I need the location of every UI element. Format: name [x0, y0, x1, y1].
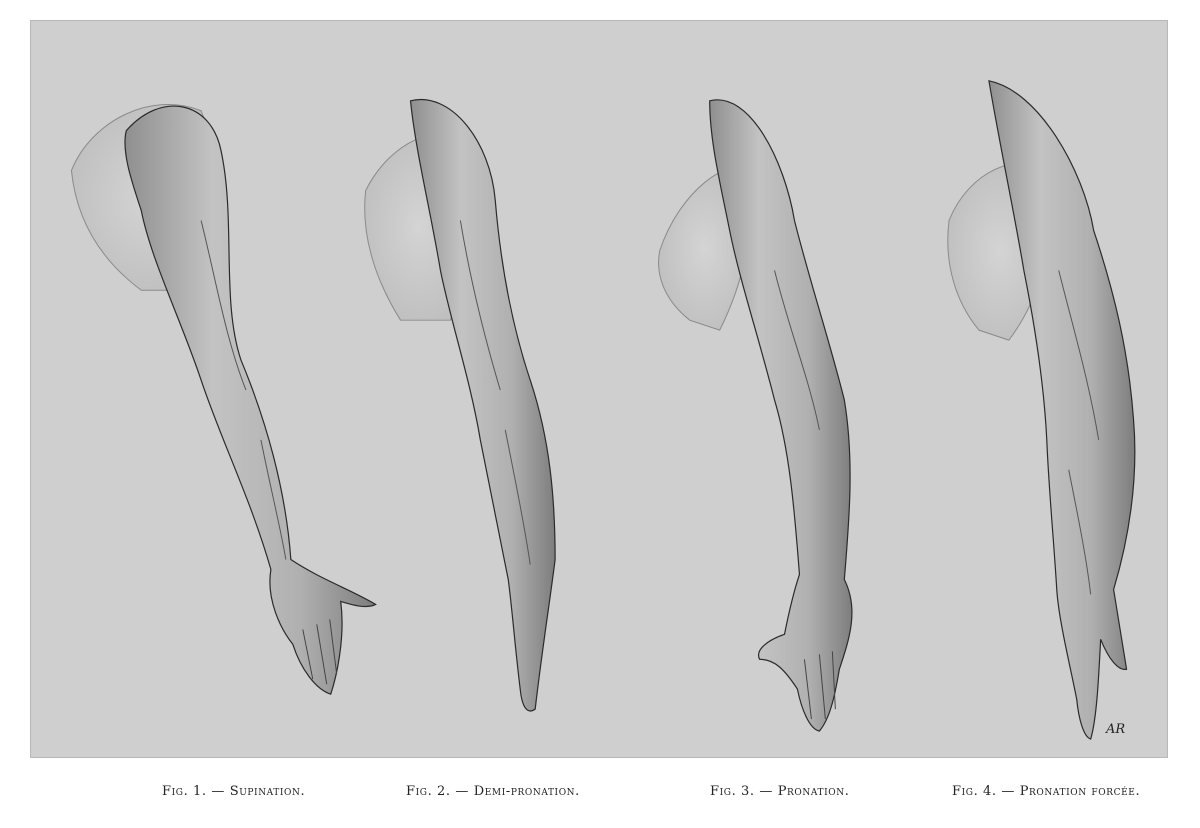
- figure-3-arm: [659, 100, 852, 731]
- caption-figure-1: Fig. 1. — Supination.: [162, 784, 306, 799]
- caption-figure-2: Fig. 2. — Demi-pronation.: [406, 784, 580, 799]
- illustration-plate: [30, 20, 1168, 758]
- caption-figure-3: Fig. 3. — Pronation.: [710, 784, 850, 799]
- figure-2-arm: [365, 100, 555, 711]
- figure-captions: [0, 784, 1200, 814]
- figure-4-arm: [948, 81, 1135, 739]
- arms-drawing: [31, 21, 1167, 757]
- caption-figure-4: Fig. 4. — Pronation forcée.: [952, 784, 1141, 799]
- figure-1-arm: [71, 105, 375, 695]
- artist-monogram: AR: [1106, 722, 1126, 737]
